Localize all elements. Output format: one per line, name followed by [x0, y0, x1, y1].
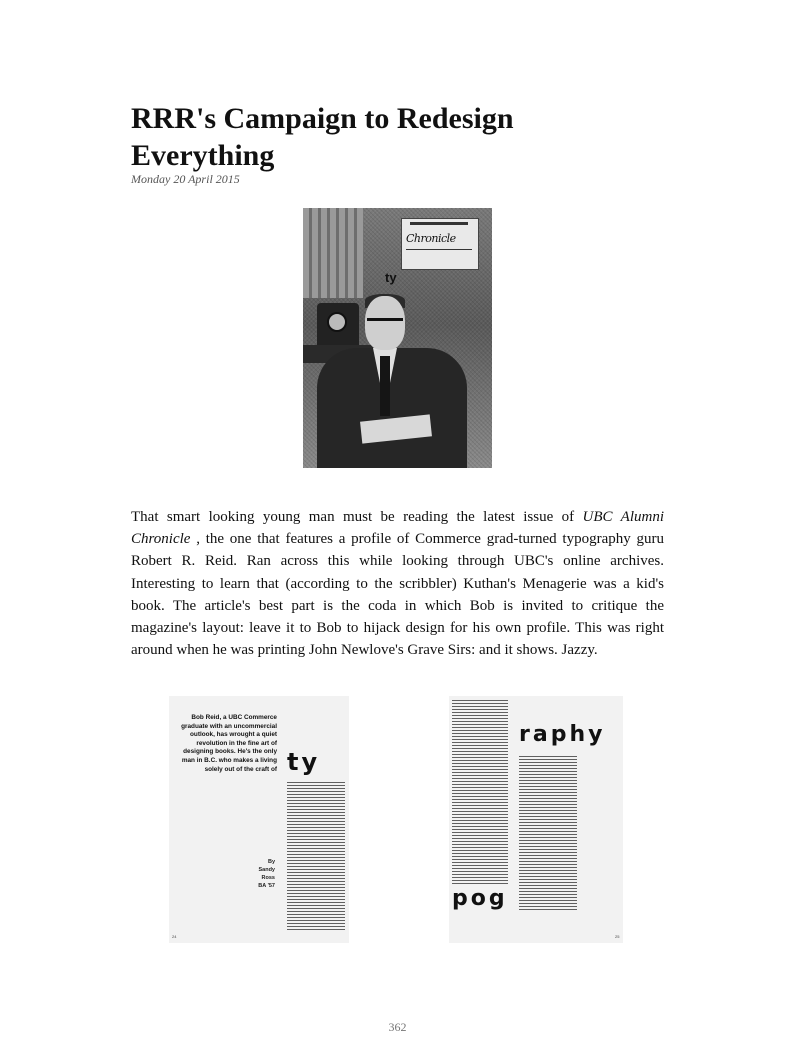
display-word-raphy: raphy [519, 722, 606, 747]
spread-right-page-number: 25 [615, 934, 620, 939]
display-word-ty: ty [287, 748, 321, 776]
magazine-spread-right [449, 696, 623, 943]
photo-tie [380, 356, 390, 416]
spread-column-text [287, 782, 345, 932]
photo-window [303, 208, 363, 298]
spread-byline: By Sandy Ross BA '57 [258, 859, 275, 889]
magazine-reader-photo [303, 208, 492, 468]
body-text-before: That smart looking young man must be reading the latest issue of [131, 509, 583, 525]
chronicle-cover [401, 218, 479, 270]
article-body [131, 506, 664, 661]
cover-title: Chronicle [406, 232, 456, 245]
display-word-pog: pog [452, 886, 508, 911]
article-date: Monday 20 April 2015 [131, 172, 240, 186]
cover-masthead-bar [410, 222, 468, 225]
cover-rule [406, 249, 472, 250]
photo-glasses [367, 318, 403, 327]
magazine-spread-left [169, 696, 349, 943]
photo-cover-lettering: ty [385, 270, 397, 285]
magazine-name: UBC Alumni Chronicle [131, 509, 664, 548]
body-text-after: , the one that features a profile of Commerce grad-turned typography guru Robert R. Reid. Ran across this while looking through UBC's online archives. Interesting to learn that (according to the scribbler) Kuthan's Menagerie was a kid's book. The article's best part is the coda in which Bob is invited to critique the magazine's layout: leave it to Bob to hijack design for his own profile. This was right around when he was printing John Newlove's Grave Sirs: and it shows. Jazzy. [131, 531, 664, 659]
spread-left-page-number: 24 [172, 934, 177, 939]
spread-column-text-left [452, 700, 508, 884]
spread-lead-text: Bob Reid, a UBC Commerce graduate with an uncommercial outlook, has wrought a quiet revolution in the fine art of designing books. He's the only man in B.C. who makes a living solely out of the craft of [181, 714, 277, 773]
article-title: RRR's Campaign to Redesign Everything [131, 102, 514, 172]
page-number: 362 [388, 1020, 407, 1034]
spread-column-text-right [519, 756, 577, 912]
photo-clock-face [327, 312, 347, 332]
